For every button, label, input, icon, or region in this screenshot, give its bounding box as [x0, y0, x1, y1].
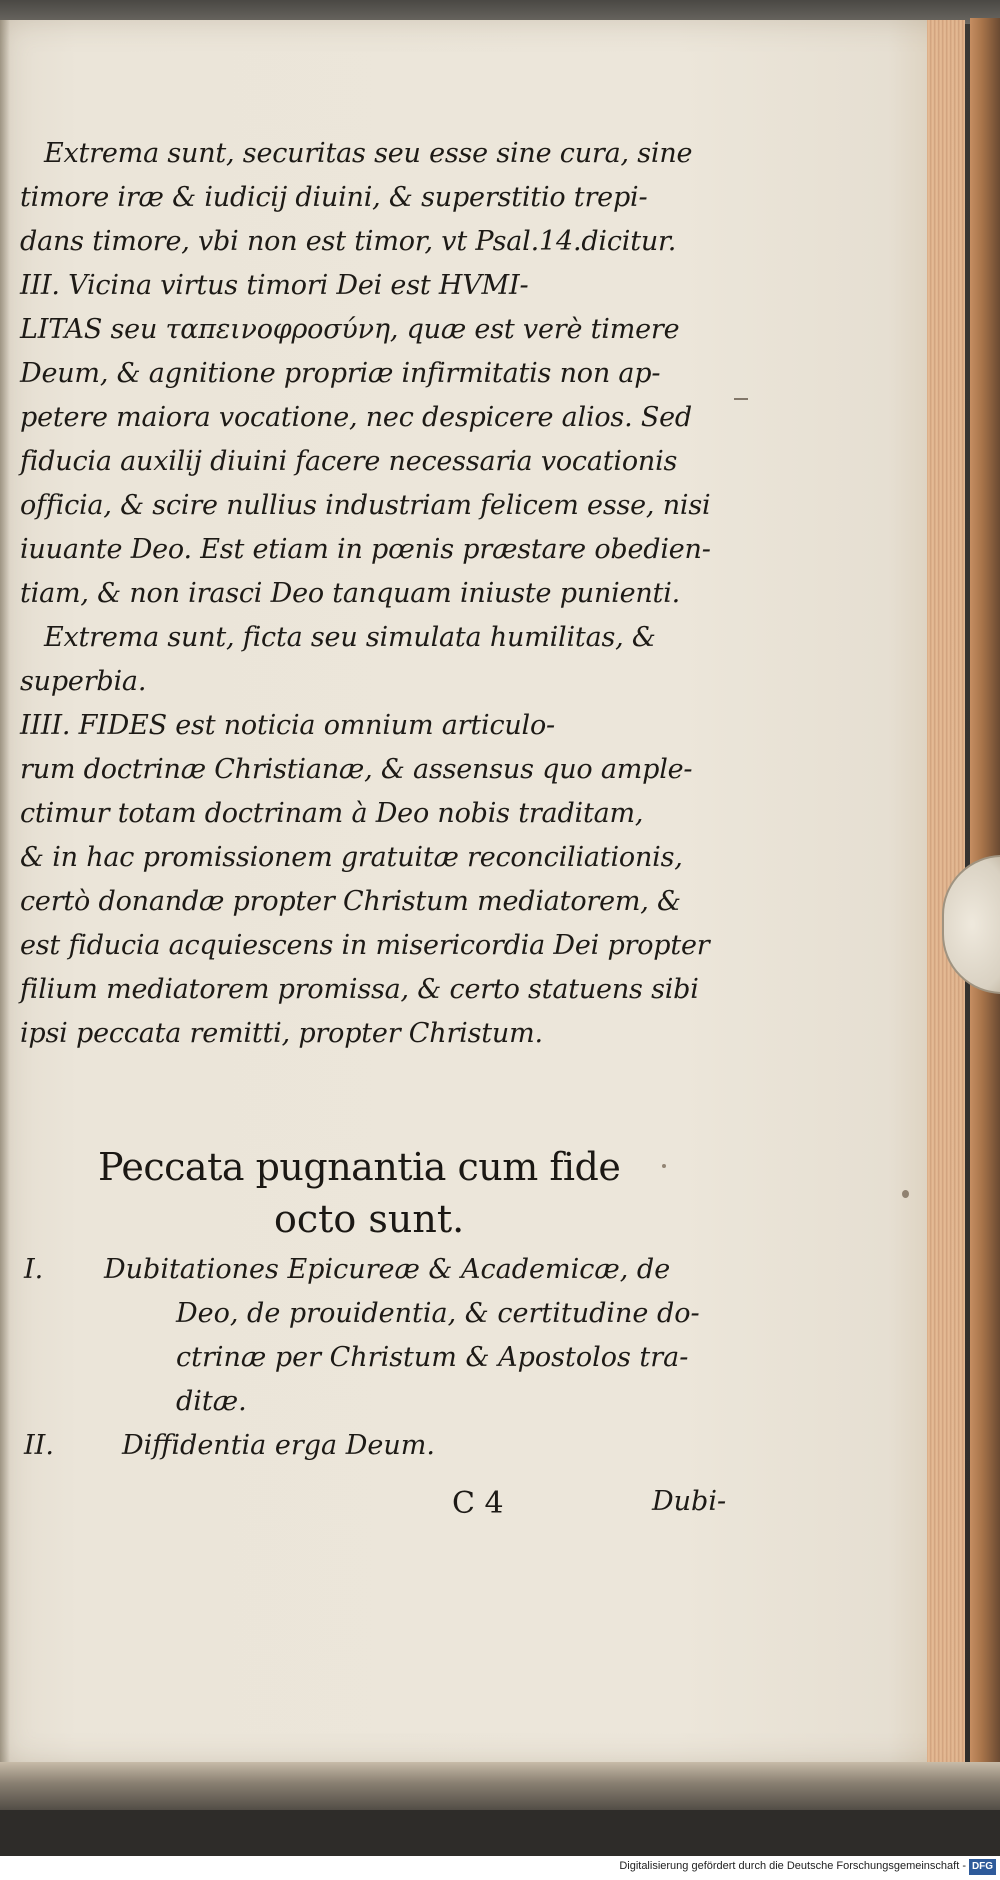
- text-line: fiducia auxilij diuini facere necessaria vocationis: [20, 446, 678, 477]
- text-line: IIII. FIDES est noticia omnium articulo-: [20, 710, 555, 741]
- list-number: II.: [24, 1430, 54, 1461]
- text-line: officia, & scire nullius industriam felicem esse, nisi: [20, 490, 711, 521]
- bottom-book-edge: [0, 1762, 1000, 1814]
- text-line: est fiducia acquiescens in misericordia Dei propter: [20, 930, 710, 961]
- list-line: Deo, de prouidentia, & certitudine do-: [176, 1298, 700, 1329]
- text-line: tiam, & non irasci Deo tanquam iniuste punienti.: [20, 578, 681, 609]
- text-line: III. Vicina virtus timori Dei est HVMI-: [20, 270, 529, 301]
- gutter-shadow: [0, 20, 10, 1765]
- text-line: LITAS seu ταπεινοφροσύνη, quæ est verè timere: [20, 314, 680, 345]
- footer-credit: Digitalisierung gefördert durch die Deutsche Forschungsgemeinschaft -: [619, 1860, 966, 1872]
- text-line: ipsi peccata remitti, propter Christum.: [20, 1018, 543, 1049]
- text-line: filium mediatorem promissa, & certo statuens sibi: [20, 974, 699, 1005]
- text-line: Deum, & agnitione propriæ infirmitatis non ap-: [20, 358, 661, 389]
- list-number: I.: [24, 1254, 44, 1285]
- paper-speck: [902, 1190, 909, 1198]
- paper-speck: [662, 1164, 666, 1168]
- list-line: ditæ.: [176, 1386, 247, 1417]
- sin-list: [24, 1248, 744, 1468]
- list-line: Diffidentia erga Deum.: [122, 1430, 435, 1461]
- text-line: superbia.: [20, 666, 147, 697]
- list-item: [24, 1248, 744, 1424]
- text-line: & in hac promissionem gratuitæ reconciliationis,: [20, 842, 683, 873]
- margin-mark: [734, 398, 748, 400]
- heading-line: Peccata pugnantia cum fide: [98, 1145, 621, 1189]
- dfg-logo: DFG: [969, 1859, 996, 1875]
- body-text: [20, 132, 740, 1056]
- text-line: timore iræ & iudicij diuini, & superstitio trepi-: [20, 182, 648, 213]
- list-line: ctrinæ per Christum & Apostolos tra-: [176, 1342, 689, 1373]
- list-line: Dubitationes Epicureæ & Academicæ, de: [104, 1254, 671, 1285]
- text-line: petere maiora vocatione, nec despicere alios. Sed: [20, 402, 693, 433]
- text-line: ctimur totam doctrinam à Deo nobis traditam,: [20, 798, 644, 829]
- catchword: Dubi-: [652, 1486, 727, 1517]
- text-line: Extrema sunt, securitas seu esse sine cura, sine: [44, 138, 693, 169]
- heading-line: octo sunt.: [274, 1197, 465, 1241]
- scan-background: [0, 1810, 1000, 1856]
- text-line: certò donandæ propter Christum mediatorem, &: [20, 886, 681, 917]
- text-line: Extrema sunt, ficta seu simulata humilitas, &: [44, 622, 656, 653]
- section-heading: [98, 1140, 658, 1244]
- list-item: [24, 1424, 744, 1468]
- text-line: iuuante Deo. Est etiam in pœnis præstare obedien-: [20, 534, 711, 565]
- text-line: rum doctrinæ Christianæ, & assensus quo ample-: [20, 754, 693, 785]
- digitization-footer: [0, 1856, 1000, 1880]
- text-line: dans timore, vbi non est timor, vt Psal.14.dicitur.: [20, 226, 677, 257]
- signature-mark: C 4: [452, 1486, 504, 1521]
